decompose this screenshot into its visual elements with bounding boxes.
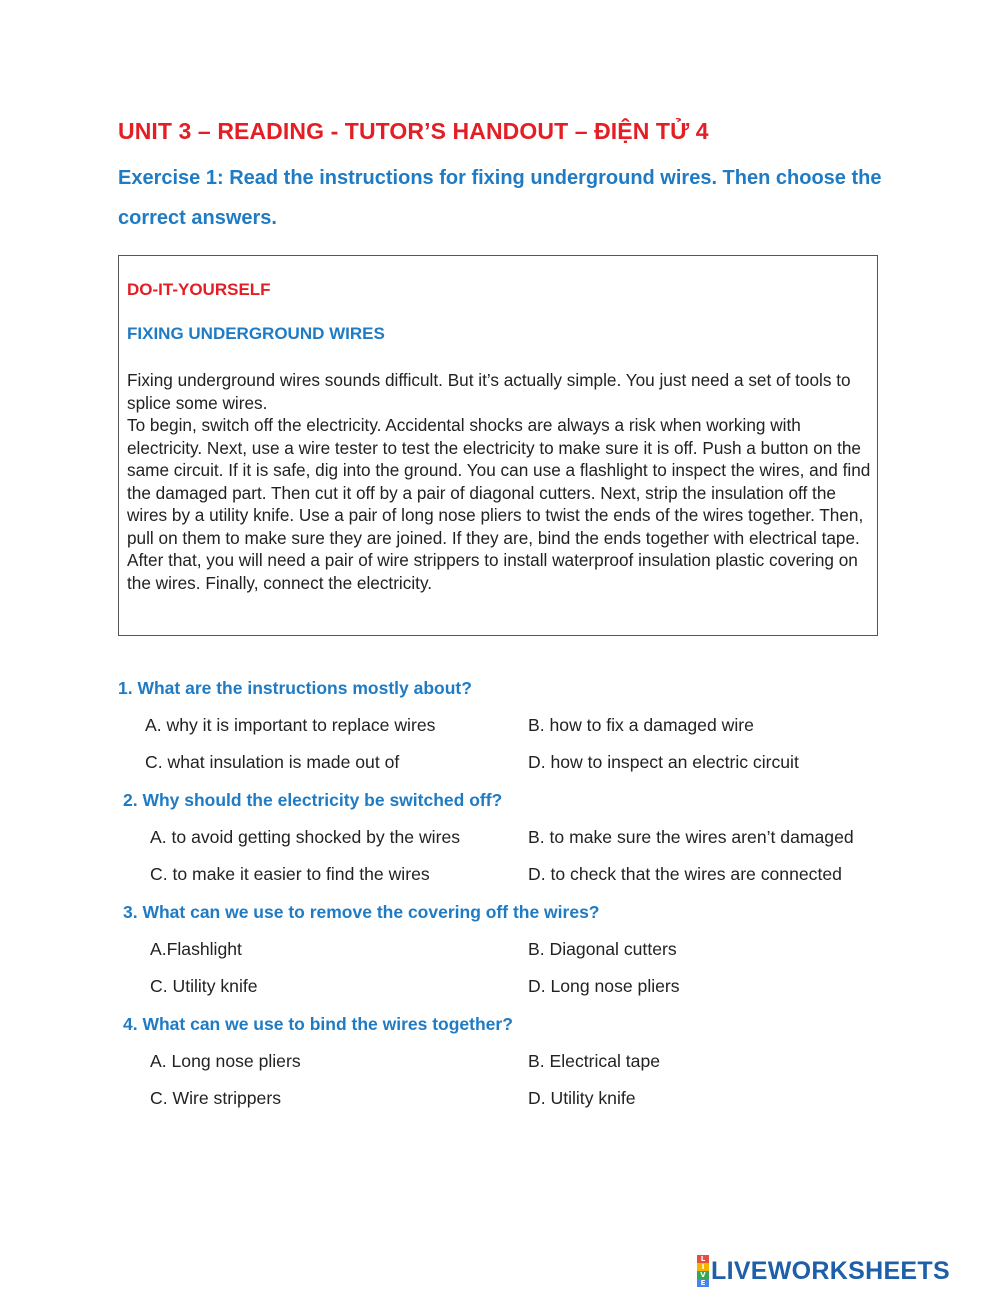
logo-block: E [697,1279,709,1287]
passage-paragraph: Fixing underground wires sounds difficult. But it’s actually simple. You just need a set of tools to splice some wires. [127,370,851,413]
question-3-option-b[interactable]: B. Diagonal cutters [528,939,677,959]
question-1-option-a[interactable]: A. why it is important to replace wires [145,715,436,735]
logo-text: LIVEWORKSHEETS [711,1256,950,1285]
question-1-option-b[interactable]: B. how to fix a damaged wire [528,715,754,735]
logo-block: V [697,1271,709,1279]
question-4: 4. What can we use to bind the wires together? [123,1014,513,1034]
question-4-option-b[interactable]: B. Electrical tape [528,1051,661,1071]
question-2-option-a[interactable]: A. to avoid getting shocked by the wires [150,827,461,847]
question-4-option-a[interactable]: A. Long nose pliers [150,1051,301,1071]
question-1-option-c[interactable]: C. what insulation is made out of [145,752,400,772]
passage-paragraph: To begin, switch off the electricity. Accidental shocks are always a risk when working with electricity. Next, use a wire tester to test the electricity to make sure it is off. Push a button on the same circuit. If it is safe, dig into the ground. You can use a flashlight to inspect the wires, and find the damaged part. Then cut it off by a pair of diagonal cutters. Next, strip the insulation off the wires by a utility knife. Use a pair of long nose pliers to twist the ends of the wires together. Then, pull on them to make sure they are joined. If they are, bind the ends together with electrical tape. After that, you will need a pair of wire strippers to install waterproof insulation plastic covering on the wires. Finally, connect the electricity. [127,415,871,593]
question-2-option-c[interactable]: C. to make it easier to find the wires [150,864,430,884]
exercise-instruction: Exercise 1: Read the instructions for fixing underground wires. Then choose the correct answers. [118,167,882,229]
page-title: UNIT 3 – READING - TUTOR’S HANDOUT – ĐIỆN TỬ 4 [118,118,709,144]
question-1-option-d[interactable]: D. how to inspect an electric circuit [528,752,799,772]
passage-text [127,369,873,594]
question-3: 3. What can we use to remove the covering off the wires? [123,902,600,922]
question-2-option-d[interactable]: D. to check that the wires are connected [528,864,842,884]
liveworksheets-logo[interactable] [697,1254,950,1288]
question-2-option-b[interactable]: B. to make sure the wires aren’t damaged [528,827,854,847]
question-2: 2. Why should the electricity be switched off? [123,790,503,810]
logo-block: L [697,1255,709,1263]
question-3-option-d[interactable]: D. Long nose pliers [528,976,680,996]
question-4-option-d[interactable]: D. Utility knife [528,1088,636,1108]
passage-subheading: FIXING UNDERGROUND WIRES [127,324,385,343]
logo-blocks-icon [697,1255,709,1287]
logo-block: I [697,1263,709,1271]
question-3-option-a[interactable]: A.Flashlight [150,939,242,959]
reading-passage-box [118,255,878,636]
question-4-option-c[interactable]: C. Wire strippers [150,1088,281,1108]
question-3-option-c[interactable]: C. Utility knife [150,976,258,996]
question-1: 1. What are the instructions mostly about? [118,678,472,698]
passage-heading: DO-IT-YOURSELF [127,280,271,299]
